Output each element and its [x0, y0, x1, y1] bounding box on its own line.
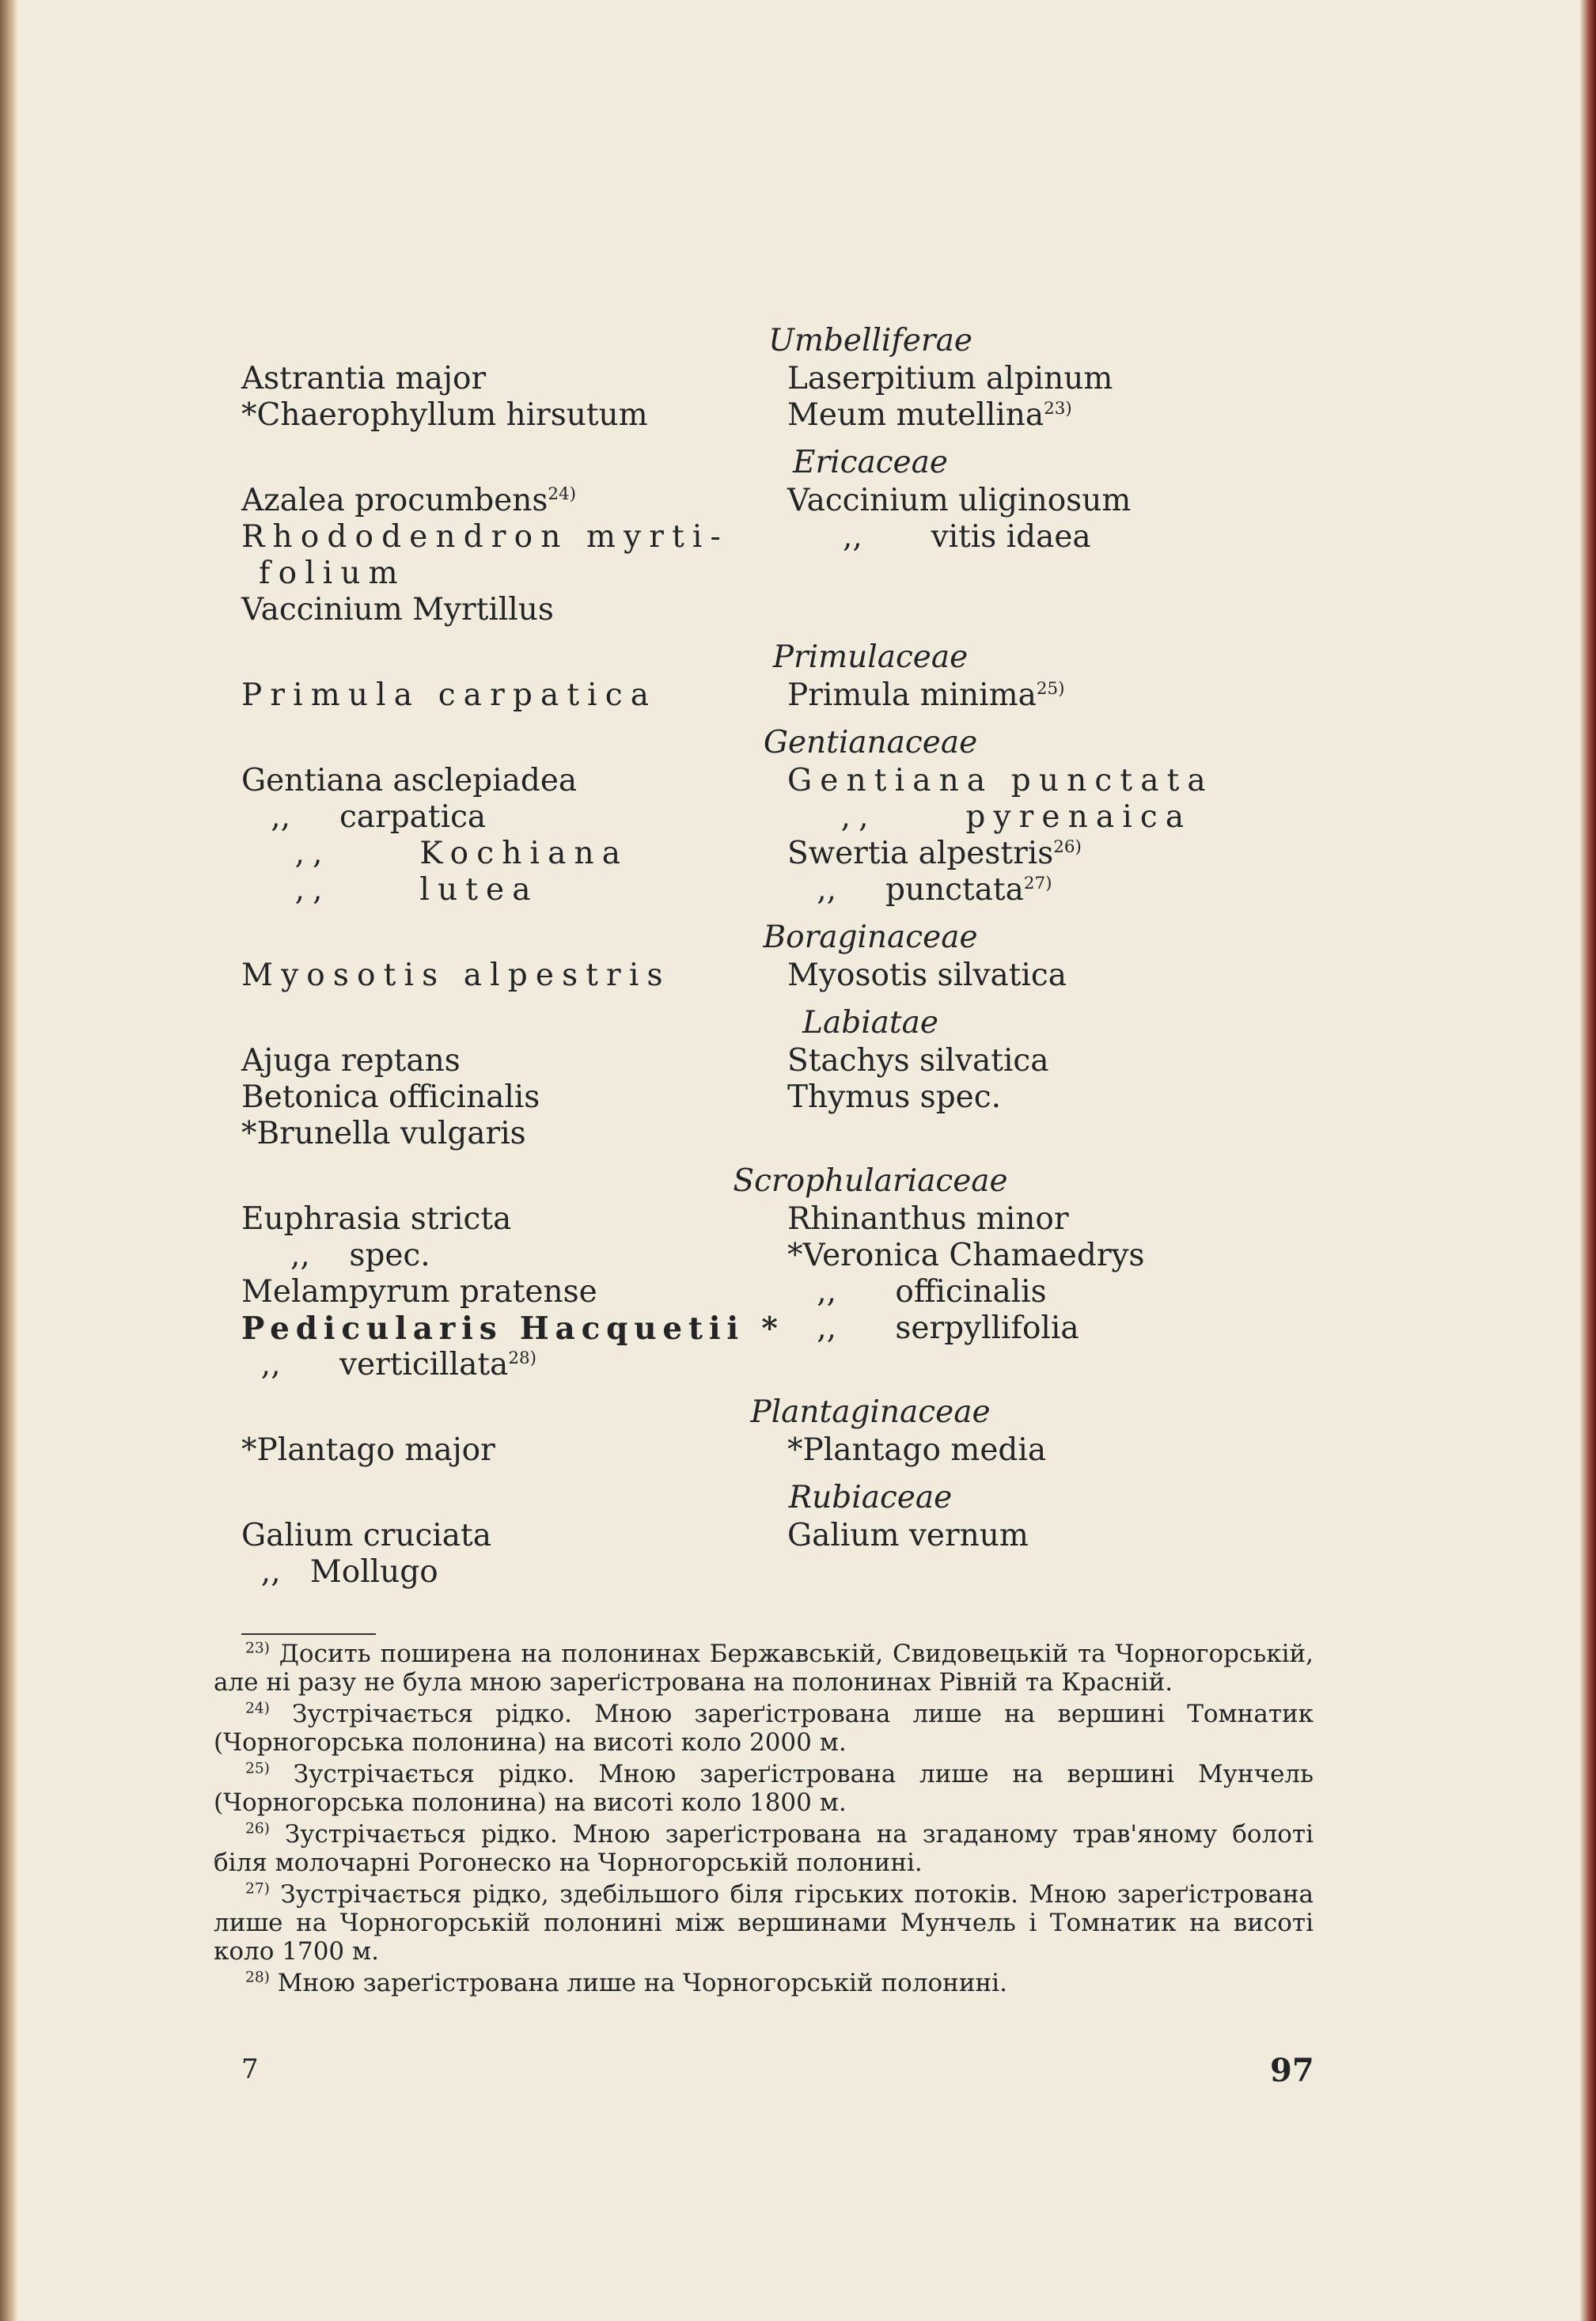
footnote-mark: 26) — [245, 1820, 270, 1837]
page-edge-right — [1580, 0, 1596, 2321]
footnote-ref: 23) — [1044, 399, 1072, 419]
species-entry: Myosotis alpestris — [241, 958, 671, 993]
footnote-text: Зустрічається рідко. Мною зареґістрована лише на вершині Мунчель (Чорногорська полонина) на висоті коло 1800 м. — [214, 1760, 1314, 1817]
species-name: ,, verticillata — [241, 1347, 509, 1382]
species-entry — [787, 677, 1310, 714]
family-block-plantaginaceae — [241, 1432, 1310, 1469]
family-heading-labiatae: Labiatae — [802, 1005, 938, 1041]
footnote-ref: 24) — [548, 484, 577, 504]
species-name: Meum mutellina — [787, 397, 1044, 433]
family-heading-plantaginaceae: Plantaginaceae — [750, 1394, 991, 1430]
footnote-ref: 25) — [1036, 679, 1065, 699]
species-entry: Primula carpatica — [241, 677, 658, 713]
signature-mark: 7 — [241, 2054, 259, 2085]
footnote-text: Досить поширена на полонинах Бержавській, Свидовецькій та Чорногорській, але ні разу не була мною зареґістрована на полонинах Рівній та Красній. — [214, 1640, 1314, 1697]
footnote-text: Зустрічається рідко, здебільшого біля гірських потоків. Мною зареґістрована лише на Чорногорській полонині між вершинами Мунчель і Томнатик на висоті коло 1700 м. — [214, 1880, 1314, 1966]
footnote-mark: 28) — [245, 1969, 270, 1986]
species-entry: Ajuga reptans — [241, 1043, 461, 1079]
species-entry: ,, carpatica — [241, 799, 487, 835]
family-block-boraginaceae — [241, 958, 1310, 994]
species-entry: Melampyrum pratense — [241, 1274, 597, 1310]
species-entry: *Chaerophyllum hirsutum — [241, 397, 648, 433]
species-entry: Gentiana asclepiadea — [241, 763, 578, 798]
family-heading-rubiaceae: Rubiaceae — [788, 1480, 953, 1515]
species-name: Primula minima — [787, 677, 1037, 713]
species-entry: Thymus spec. — [787, 1079, 1001, 1115]
footnote-ref: 26) — [1053, 837, 1082, 857]
species-entry — [787, 872, 1310, 908]
family-heading-scrophulariaceae: Scrophulariaceae — [733, 1163, 1008, 1199]
family-heading-umbelliferae: Umbelliferae — [768, 323, 972, 358]
species-entry: Gentiana punctata — [787, 763, 1214, 798]
species-list — [241, 317, 1310, 1602]
footnote-mark: 25) — [245, 1760, 270, 1777]
species-entry: ,, Kochiana — [241, 836, 629, 871]
species-entry: Astrantia major — [241, 361, 487, 396]
family-block-umbelliferae — [241, 361, 1310, 434]
species-name: Azalea procumbens — [241, 483, 548, 518]
footnotes — [214, 1640, 1314, 2001]
species-entry: Betonica officinalis — [241, 1079, 540, 1115]
footnote-mark: 24) — [245, 1700, 270, 1717]
species-entry: Rhinanthus minor — [787, 1201, 1069, 1237]
footnote-text: Мною зареґістрована лише на Чорногорській полонині. — [277, 1969, 1007, 1997]
species-entry: ,, vitis idaea — [843, 519, 1091, 555]
species-entry: *Brunella vulgaris — [241, 1116, 526, 1151]
footnote-mark: 23) — [245, 1640, 270, 1657]
family-block-rubiaceae — [241, 1518, 1310, 1591]
footnote-mark: 27) — [245, 1880, 270, 1898]
family-block-scrophulariaceae — [241, 1201, 1310, 1383]
species-entry: Euphrasia stricta — [241, 1201, 512, 1237]
footnote — [214, 1760, 1314, 1817]
species-entry: ,, spec. — [241, 1238, 430, 1273]
species-entry: Rhododendron myrti- — [241, 519, 729, 555]
species-entry: Vaccinium Myrtillus — [241, 592, 554, 628]
species-entry: folium — [259, 556, 406, 591]
species-name: Swertia alpestris — [787, 836, 1054, 871]
species-entry: ,, Mollugo — [241, 1554, 438, 1590]
family-block-ericaceae — [241, 483, 1310, 628]
footnote — [214, 1640, 1314, 1697]
species-entry: *Veronica Chamaedrys — [787, 1238, 1145, 1273]
family-block-gentianaceae — [241, 763, 1310, 908]
species-entry — [241, 483, 787, 519]
species-entry: ,, officinalis — [787, 1274, 1047, 1310]
species-entry: *Plantago media — [787, 1432, 1047, 1468]
family-heading-gentianaceae: Gentianaceae — [763, 725, 978, 760]
footnote — [214, 1820, 1314, 1877]
species-entry: ,, serpyllifolia — [787, 1310, 1079, 1346]
species-entry — [787, 836, 1310, 872]
species-entry: *Plantago major — [241, 1432, 495, 1468]
footnote-text: Зустрічається рідко. Мною зареґістрована лише на вершині Томнатик (Чорногорська полонина) на висоті коло 2000 м. — [214, 1700, 1314, 1757]
family-heading-boraginaceae: Boraginaceae — [763, 920, 978, 955]
family-heading-ericaceae: Ericaceae — [793, 445, 948, 480]
footnote — [214, 1969, 1314, 1997]
footnote — [214, 1700, 1314, 1757]
species-entry: Laserpitium alpinum — [787, 361, 1113, 396]
species-name: ,, punctata — [787, 872, 1024, 908]
species-entry: Galium vernum — [787, 1518, 1029, 1553]
footnote-text: Зустрічається рідко. Мною зареґістрована на згаданому трав'яному болоті біля молочарні Рогонеско на Чорногорській полонині. — [214, 1820, 1314, 1877]
species-entry: Pedicularis Hacquetii * — [241, 1310, 784, 1347]
species-entry: Stachys silvatica — [787, 1043, 1049, 1079]
species-entry: ,, lutea — [241, 872, 539, 908]
species-entry — [787, 397, 1310, 434]
footnote-separator — [241, 1633, 376, 1635]
footnote-ref: 28) — [508, 1348, 536, 1368]
family-block-primulaceae — [241, 677, 1310, 714]
family-block-labiatae — [241, 1043, 1310, 1152]
species-entry: Galium cruciata — [241, 1518, 491, 1553]
family-heading-primulaceae: Primulaceae — [772, 639, 969, 675]
page-number: 97 — [1270, 2052, 1314, 2089]
species-entry: ,, pyrenaica — [787, 799, 1192, 835]
species-entry: Myosotis silvatica — [787, 958, 1067, 993]
footnote — [214, 1880, 1314, 1966]
page-edge-left — [0, 0, 17, 2321]
species-entry — [241, 1347, 787, 1383]
species-entry: Vaccinium uliginosum — [787, 483, 1132, 518]
footnote-ref: 27) — [1023, 874, 1052, 893]
